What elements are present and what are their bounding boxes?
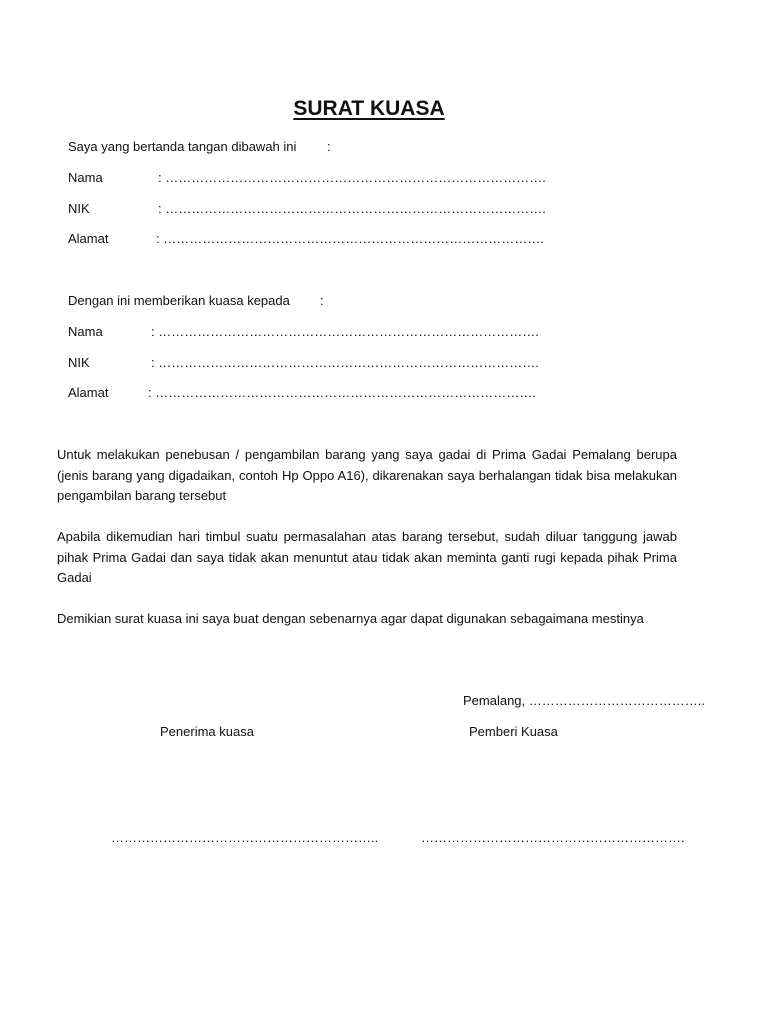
grantor-nik-label: NIK — [68, 201, 90, 216]
receiver-label: Penerima kuasa — [160, 724, 254, 739]
paragraph-redemption: Untuk melakukan penebusan / pengambilan barang yang saya gadai di Prima Gadai Pemalang berupa (jenis barang yang digadaikan, contoh Hp Oppo A16), dikarenakan saya berhalangan tidak bisa melakukan pengambilan barang tersebut — [57, 447, 677, 503]
grantee-address-label: Alamat — [68, 385, 109, 400]
grantee-intro: Dengan ini memberikan kuasa kepada — [68, 293, 290, 308]
grantor-intro: Saya yang bertanda tangan dibawah ini — [68, 139, 297, 154]
grantee-name-field: : ……………………………………………………………………………. — [151, 324, 539, 339]
grantor-address-label: Alamat — [68, 231, 109, 246]
giver-label: Pemberi Kuasa — [469, 724, 558, 739]
grantor-name-label: Nama — [68, 170, 103, 185]
grantee-nik-field: : ……………………………………………………………………………. — [151, 355, 539, 370]
grantee-nik-label: NIK — [68, 355, 90, 370]
paragraph-closing: Demikian surat kuasa ini saya buat dengan sebenarnya agar dapat digunakan sebagaimana mestinya — [57, 611, 644, 626]
page-title: SURAT KUASA — [293, 97, 445, 120]
grantee-address-field: : ……………………………………………………………………………. — [148, 385, 536, 400]
grantee-intro-colon: : — [320, 293, 324, 308]
grantor-name-field: : ……………………………………………………………………………. — [158, 170, 546, 185]
grantor-nik-field: : ……………………………………………………………………………. — [158, 201, 546, 216]
paragraph-liability: Apabila dikemudian hari timbul suatu permasalahan atas barang tersebut, sudah diluar tanggung jawab pihak Prima Gadai dan saya tidak akan menuntut atau tidak akan meminta ganti rugi kepada pihak Prima Gadai — [57, 529, 677, 585]
grantor-intro-colon: : — [327, 139, 331, 154]
grantor-address-field: : ……………………………………………………………………………. — [156, 231, 544, 246]
grantee-name-label: Nama — [68, 324, 103, 339]
giver-signature-line: ……………………………………………………. — [421, 830, 685, 845]
receiver-signature-line: …………………………………………………….. — [111, 830, 379, 845]
place-date-line: Pemalang, ………………………………….. — [463, 693, 705, 708]
